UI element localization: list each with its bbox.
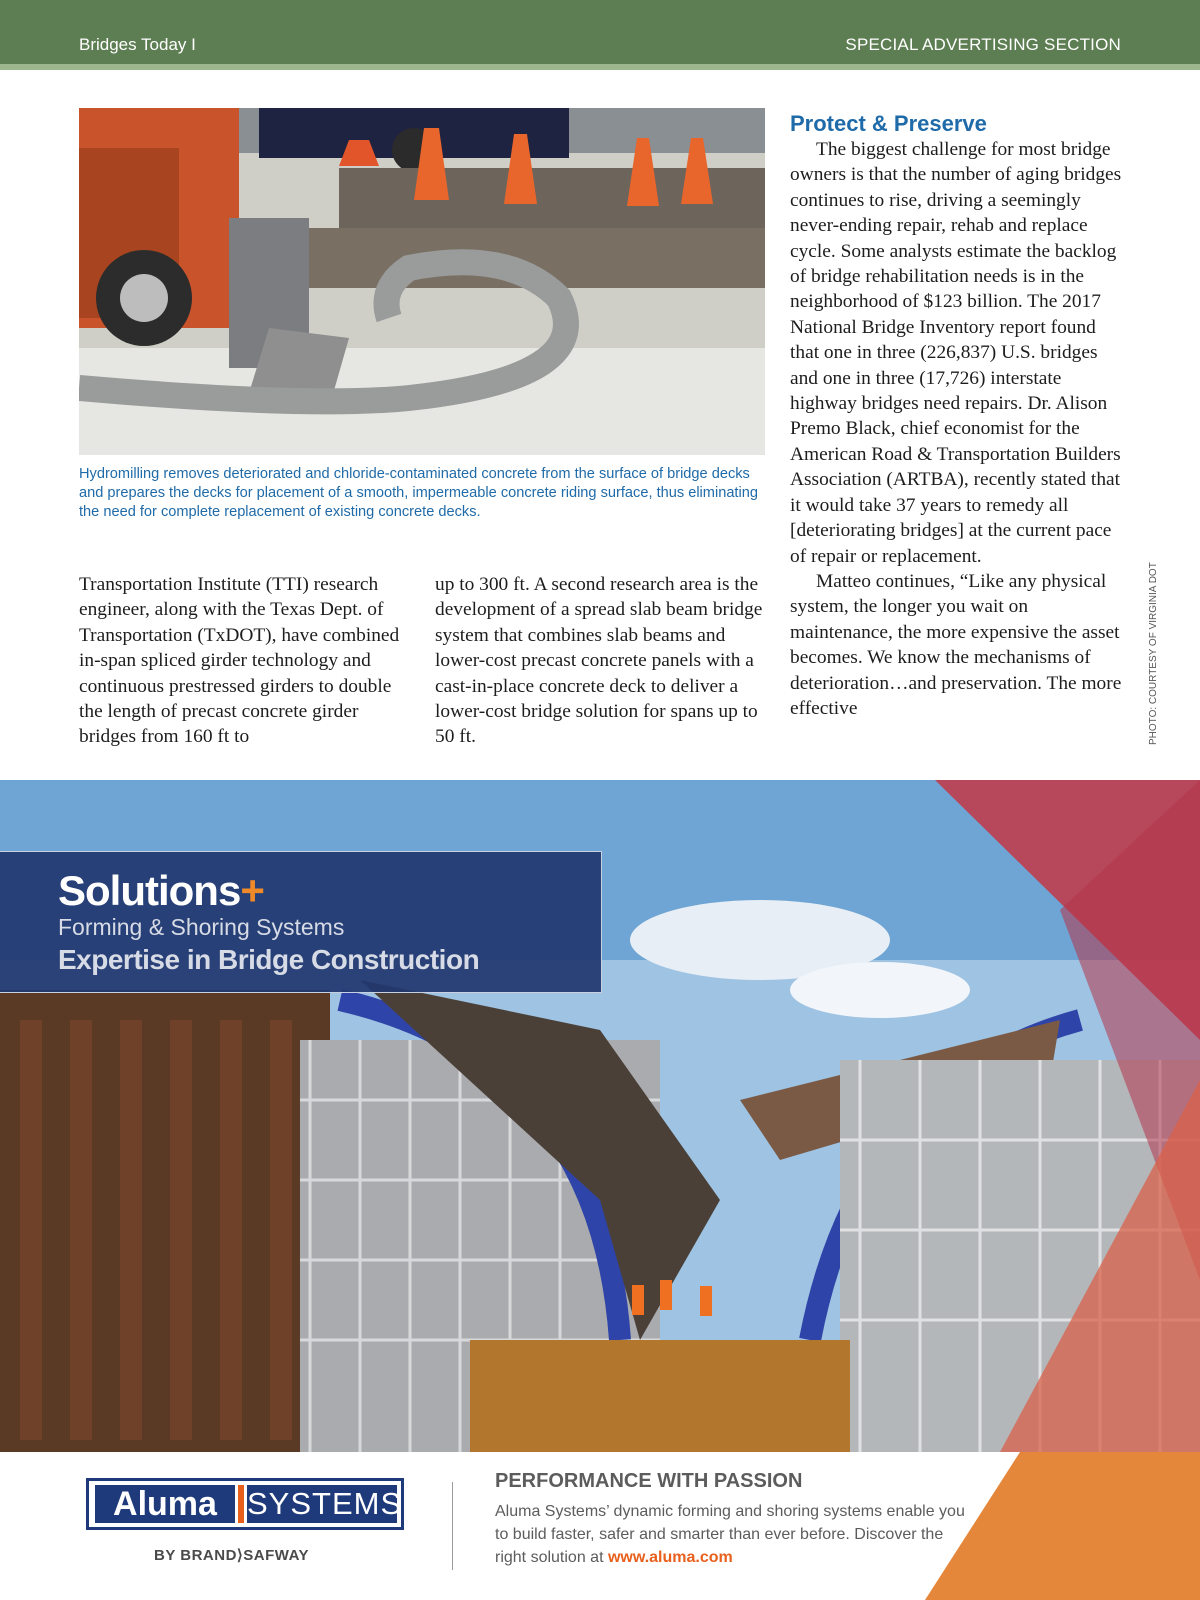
ad-body-text: Aluma Systems’ dynamic forming and shoring systems enable you to build faster, safer and smarter than ever before. Discover the right solution at: [495, 1503, 965, 1566]
ad-subline: Forming & Shoring Systems: [58, 914, 345, 940]
aluma-logo: [86, 1478, 404, 1530]
plus-icon: +: [240, 867, 264, 914]
article-column-2: [435, 572, 765, 750]
aluma-website-link[interactable]: www.aluma.com: [607, 1549, 733, 1566]
ad-brand-text: Solutions: [58, 867, 241, 914]
photo-credit: PHOTO: COURTESY OF VIRGINIA DOT: [1148, 562, 1159, 745]
article-column-1: [79, 572, 409, 750]
section-heading: Protect & Preserve: [790, 111, 987, 136]
article-paragraph: Transportation Institute (TTI) research engineer, along with the Texas Dept. of Transportation (TxDOT), have combined in-span spliced girder technology and continuous prestressed girders to double the length of precast concrete girder bridges from 160 ft to: [79, 574, 400, 748]
footer-divider: [452, 1482, 453, 1570]
article-paragraph: Matteo continues, “Like any physical system, the longer you wait on maintenance, the more expensive the asset becomes. We know the mechanisms of deterioration…and preservation. The more effective: [790, 570, 1122, 719]
logo-systems-text: SYSTEMS: [247, 1486, 403, 1521]
ad-tagline: Expertise in Bridge Construction: [58, 944, 480, 975]
article-paragraph: up to 300 ft. A second research area is the development of a spread slab beam bridge system that combines slab beams and lower-cost precast concrete panels with a cast-in-place concrete deck to deliver a lower-cost bridge solution for spans up to 50 ft.: [435, 574, 763, 748]
hydromilling-photo: [79, 108, 765, 455]
photo-caption: Hydromilling removes deteriorated and chloride-contaminated concrete from the surface of bridge decks and prepares the decks for placement of a smooth, impermeable concrete riding surface, thus eliminating the need for complete replacement of existing concrete decks.: [79, 466, 758, 520]
brandsafway-byline: BY BRAND⟩SAFWAY: [154, 1547, 310, 1564]
logo-aluma-text: Aluma: [95, 1485, 235, 1523]
page-header: [0, 0, 1200, 70]
logo-divider: [238, 1485, 244, 1523]
article-paragraph: The biggest challenge for most bridge owners is that the number of aging bridges continues to rise, driving a seemingly never-ending repair, rehab and replace cycle. Some analysts estimate the backlog of bridge rehabilitation needs is in the neighborhood of $123 billion. The 2017 National Bridge Inventory report found that one in three (226,837) U.S. bridges and one in three (17,726) interstate highway bridges need repairs. Dr. Alison Premo Black, chief economist for the American Road & Transportation Builders Association (ARTBA), recently stated that it would take 37 years to remedy all [deteriorating bridges] at the current pace of repair or replacement.: [790, 139, 1122, 567]
article-column-3: [790, 137, 1125, 721]
ad-body: [495, 1500, 965, 1569]
ad-headline: PERFORMANCE WITH PASSION: [495, 1470, 803, 1492]
section-label: SPECIAL ADVERTISING SECTION: [845, 35, 1121, 54]
publication-name: Bridges Today I: [79, 35, 196, 54]
